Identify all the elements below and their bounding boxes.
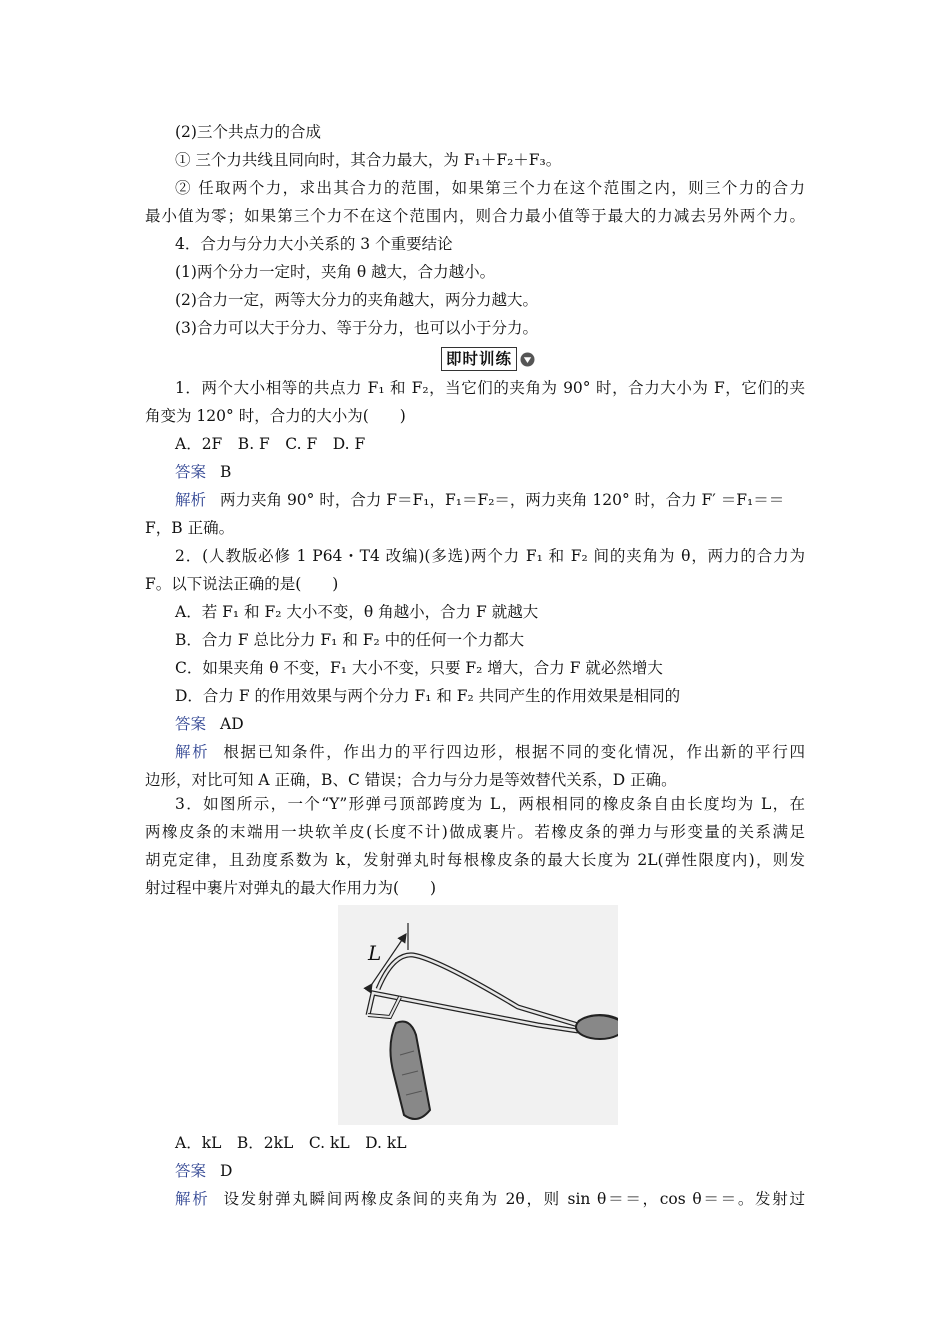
analysis-label: 解析	[175, 1190, 210, 1208]
analysis-label: 解析	[175, 491, 207, 509]
analysis-2-cont: 边形，对比可知 A 正确，B、C 错误；合力与分力是等效替代关系，D 正确。	[145, 771, 677, 789]
analysis-label: 解析	[175, 743, 210, 761]
analysis-2	[175, 742, 805, 762]
text-line: ② 任取两个力，求出其合力的范围，如果第三个力在这个范围之内，则三个力的合力	[175, 179, 805, 197]
option-a: A．若 F₁ 和 F₂ 大小不变，θ 角越小，合力 F 就越大	[175, 603, 539, 621]
length-label: L	[368, 941, 382, 965]
text-line: (2)合力一定，两等大分力的夹角越大，两分力越大。	[175, 291, 538, 309]
text-line: (1)两个分力一定时，夹角 θ 越大，合力越小。	[175, 263, 496, 281]
analysis-1-cont: F，B 正确。	[145, 519, 235, 537]
practice-banner	[441, 346, 535, 372]
question-1-cont: 角变为 120° 时，合力的大小为( )	[145, 407, 406, 425]
question-3-options: A．kL B．2kL C. kL D. kL	[175, 1134, 407, 1152]
question-3-cont: 胡克定律，且劲度系数为 k，发射弹丸时每根橡皮条的最大长度为 2L(弹性限度内)，则发	[145, 851, 805, 869]
question-1-options: A．2F B. F C. F D. F	[175, 435, 366, 453]
analysis-3	[175, 1189, 805, 1209]
answer-value: AD	[220, 715, 244, 733]
option-d: D．合力 F 的作用效果与两个分力 F₁ 和 F₂ 共同产生的作用效果是相同的	[175, 687, 681, 705]
analysis-text: 两力夹角 90° 时，合力 F＝F₁，F₁＝F₂＝，两力夹角 120° 时，合力 F′ ＝F₁＝＝	[220, 491, 785, 509]
slingshot-figure	[338, 905, 618, 1125]
answer-label: 答案	[175, 463, 207, 481]
question-3: 3．如图所示，一个“Y”形弹弓顶部跨度为 L，两根相同的橡皮条自由长度均为 L，在	[175, 795, 805, 813]
text-line: 最小值为零；如果第三个力不在这个范围内，则合力最小值等于最大的力减去另外两个力。	[145, 207, 805, 225]
option-b: B．合力 F 总比分力 F₁ 和 F₂ 中的任何一个力都大	[175, 631, 525, 649]
answer-value: B	[220, 463, 232, 481]
question-1: 1．两个大小相等的共点力 F₁ 和 F₂，当它们的夹角为 90° 时，合力大小为 F，它们的夹	[175, 379, 805, 397]
question-3-cont: 射过程中裹片对弹丸的最大作用力为( )	[145, 879, 437, 897]
section-heading: 4．合力与分力大小关系的 3 个重要结论	[175, 235, 453, 253]
banner-title: 即时训练	[441, 347, 517, 371]
text-line: (3)合力可以大于分力、等于分力，也可以小于分力。	[175, 319, 538, 337]
answer-1	[175, 462, 231, 482]
answer-label: 答案	[175, 1162, 207, 1180]
analysis-1	[175, 490, 784, 510]
answer-2	[175, 714, 244, 734]
slingshot-illustration	[338, 905, 618, 1125]
triangle-down-circle-icon	[520, 352, 535, 367]
answer-value: D	[220, 1162, 233, 1180]
question-2-cont: F。以下说法正确的是( )	[145, 575, 339, 593]
answer-label: 答案	[175, 715, 207, 733]
analysis-text: 根据已知条件，作出力的平行四边形，根据不同的变化情况，作出新的平行四	[223, 743, 805, 761]
text-line: (2)三个共点力的合成	[175, 123, 321, 141]
analysis-text: 设发射弹丸瞬间两橡皮条间的夹角为 2θ，则 sin θ＝＝，cos θ＝＝。发射过	[223, 1190, 805, 1208]
question-3-cont: 两橡皮条的末端用一块软羊皮(长度不计)做成裹片。若橡皮条的弹力与形变量的关系满足	[145, 823, 805, 841]
answer-3	[175, 1161, 232, 1181]
text-line: ① 三个力共线且同向时，其合力最大，为 F₁＋F₂＋F₃。	[175, 151, 562, 169]
question-2: 2．(人教版必修 1 P64・T4 改编)(多选)两个力 F₁ 和 F₂ 间的夹角为 θ，两力的合力为	[175, 547, 805, 565]
option-c: C．如果夹角 θ 不变，F₁ 大小不变，只要 F₂ 增大，合力 F 就必然增大	[175, 659, 663, 677]
